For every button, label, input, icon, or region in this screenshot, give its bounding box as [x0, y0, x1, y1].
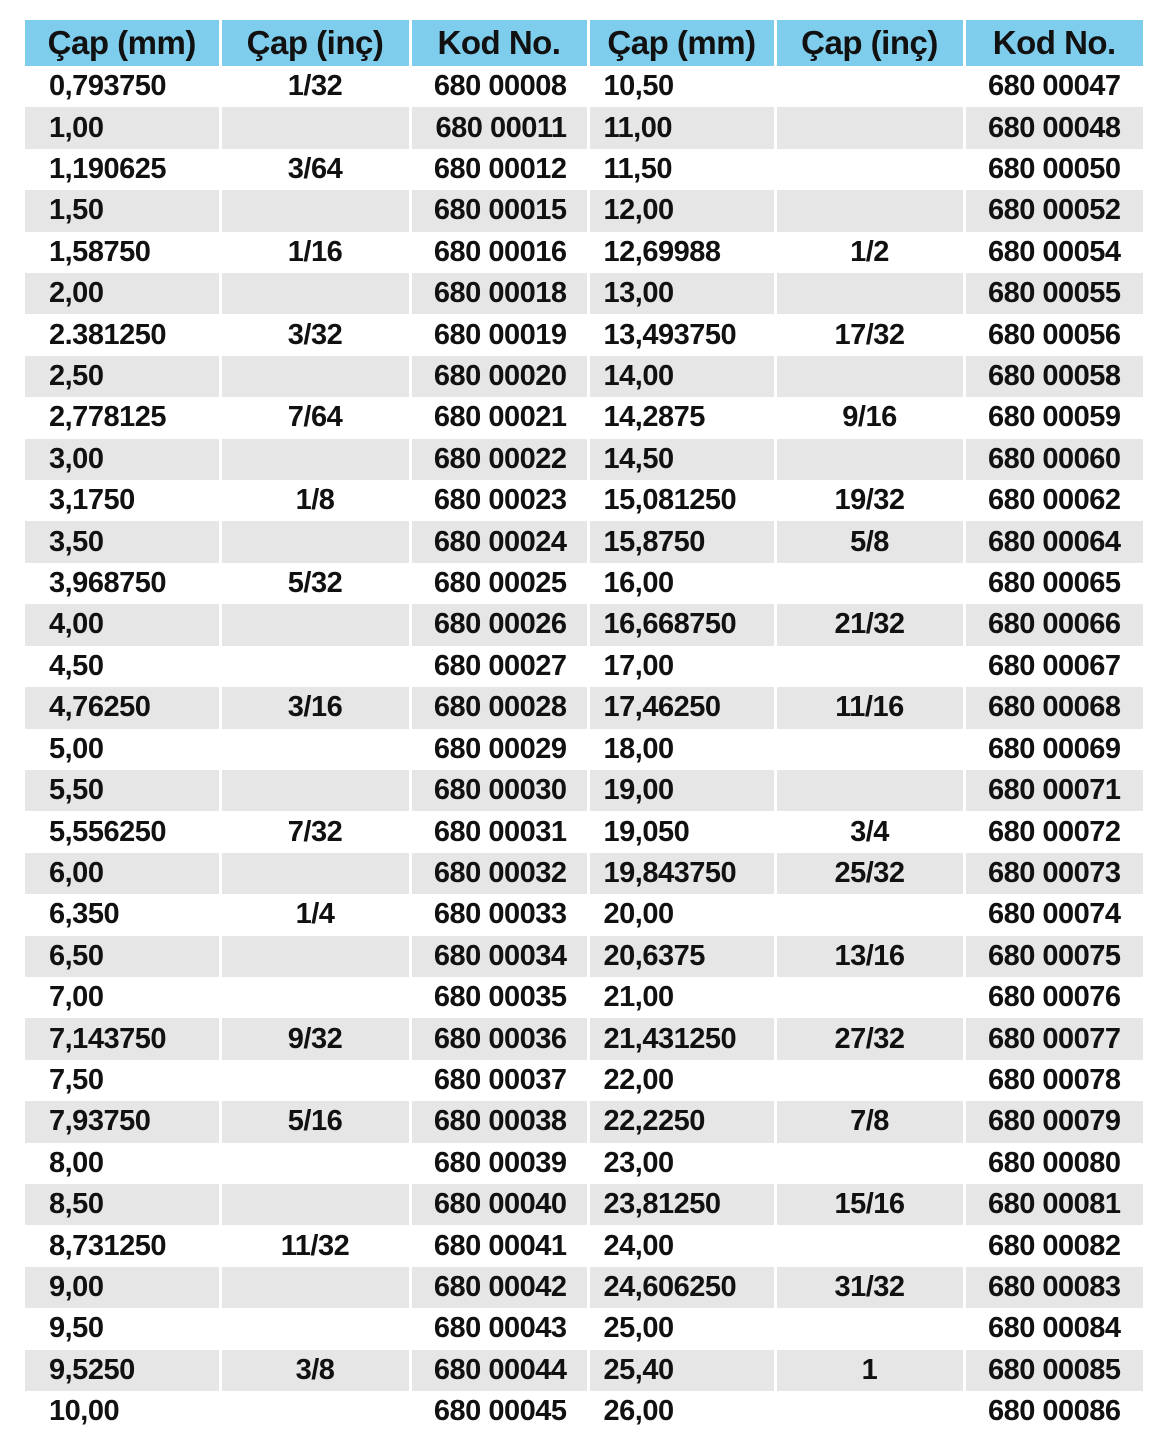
- table-row: [25, 1225, 1143, 1266]
- cell-code-no-2: 680 00048: [964, 107, 1143, 148]
- cell-diameter-inch-2: [775, 894, 964, 935]
- table-row: [25, 480, 1143, 521]
- cell-code-no-2: 680 00076: [964, 977, 1143, 1018]
- cell-diameter-inch: 1/16: [220, 232, 410, 273]
- cell-code-no: 680 00028: [410, 687, 588, 728]
- cell-code-no: 680 00021: [410, 397, 588, 438]
- cell-diameter-inch-2: [775, 66, 964, 107]
- cell-diameter-inch: [220, 646, 410, 687]
- cell-diameter-mm: 9,5250: [25, 1350, 220, 1391]
- cell-code-no: 680 00018: [410, 273, 588, 314]
- cell-diameter-inch: 3/32: [220, 314, 410, 355]
- cell-diameter-mm: 10,00: [25, 1391, 220, 1432]
- cell-code-no: 680 00027: [410, 646, 588, 687]
- cell-diameter-mm-2: 15,8750: [588, 521, 775, 562]
- cell-code-no: 680 00034: [410, 936, 588, 977]
- cell-diameter-mm: 1,190625: [25, 149, 220, 190]
- cell-diameter-mm: 9,50: [25, 1308, 220, 1349]
- cell-diameter-mm: 5,50: [25, 770, 220, 811]
- cell-code-no: 680 00016: [410, 232, 588, 273]
- cell-diameter-mm: 7,143750: [25, 1018, 220, 1059]
- cell-code-no: 680 00031: [410, 811, 588, 852]
- cell-diameter-inch: [220, 439, 410, 480]
- cell-code-no-2: 680 00054: [964, 232, 1143, 273]
- table-row: [25, 1060, 1143, 1101]
- cell-diameter-inch: 1/32: [220, 66, 410, 107]
- cell-diameter-mm: 3,50: [25, 521, 220, 562]
- cell-diameter-mm: 1,00: [25, 107, 220, 148]
- table-row: [25, 936, 1143, 977]
- cell-code-no-2: 680 00086: [964, 1391, 1143, 1432]
- cell-diameter-mm-2: 12,69988: [588, 232, 775, 273]
- cell-code-no-2: 680 00080: [964, 1143, 1143, 1184]
- cell-diameter-inch: [220, 604, 410, 645]
- cell-diameter-inch-2: [775, 1060, 964, 1101]
- cell-diameter-inch: [220, 1060, 410, 1101]
- cell-code-no-2: 680 00068: [964, 687, 1143, 728]
- cell-diameter-inch-2: 1: [775, 1350, 964, 1391]
- cell-code-no-2: 680 00050: [964, 149, 1143, 190]
- table-row: [25, 314, 1143, 355]
- header-diameter-inch: Çap (inç): [220, 20, 410, 66]
- cell-code-no-2: 680 00077: [964, 1018, 1143, 1059]
- cell-diameter-mm-2: 19,00: [588, 770, 775, 811]
- cell-diameter-inch-2: [775, 977, 964, 1018]
- cell-code-no: 680 00015: [410, 190, 588, 231]
- cell-diameter-mm-2: 14,50: [588, 439, 775, 480]
- cell-diameter-mm-2: 17,00: [588, 646, 775, 687]
- cell-diameter-mm: 2,50: [25, 356, 220, 397]
- cell-diameter-inch: [220, 1184, 410, 1225]
- cell-diameter-inch-2: [775, 646, 964, 687]
- table-row: [25, 273, 1143, 314]
- cell-diameter-inch: [220, 853, 410, 894]
- cell-code-no: 680 00020: [410, 356, 588, 397]
- table-row: [25, 232, 1143, 273]
- cell-code-no-2: 680 00067: [964, 646, 1143, 687]
- cell-diameter-mm-2: 14,00: [588, 356, 775, 397]
- cell-diameter-mm: 2,778125: [25, 397, 220, 438]
- cell-diameter-inch-2: 9/16: [775, 397, 964, 438]
- cell-diameter-inch: [220, 1308, 410, 1349]
- cell-diameter-mm-2: 12,00: [588, 190, 775, 231]
- cell-code-no: 680 00022: [410, 439, 588, 480]
- cell-code-no-2: 680 00081: [964, 1184, 1143, 1225]
- cell-diameter-mm-2: 15,081250: [588, 480, 775, 521]
- cell-code-no-2: 680 00060: [964, 439, 1143, 480]
- cell-diameter-mm-2: 17,46250: [588, 687, 775, 728]
- cell-code-no: 680 00038: [410, 1101, 588, 1142]
- cell-diameter-mm: 6,00: [25, 853, 220, 894]
- cell-diameter-mm: 0,793750: [25, 66, 220, 107]
- cell-diameter-mm: 3,00: [25, 439, 220, 480]
- cell-diameter-inch-2: [775, 356, 964, 397]
- cell-diameter-inch: 3/8: [220, 1350, 410, 1391]
- cell-diameter-inch-2: [775, 149, 964, 190]
- cell-code-no: 680 00029: [410, 729, 588, 770]
- table-row: [25, 811, 1143, 852]
- cell-code-no-2: 680 00082: [964, 1225, 1143, 1266]
- cell-diameter-mm-2: 23,81250: [588, 1184, 775, 1225]
- cell-diameter-mm: 8,731250: [25, 1225, 220, 1266]
- table-row: [25, 521, 1143, 562]
- header-code-no-2: Kod No.: [964, 20, 1143, 66]
- table-row: [25, 190, 1143, 231]
- table-row: [25, 729, 1143, 770]
- table-row: [25, 1350, 1143, 1391]
- cell-diameter-inch: [220, 1391, 410, 1432]
- cell-code-no: 680 00024: [410, 521, 588, 562]
- cell-diameter-inch-2: 15/16: [775, 1184, 964, 1225]
- cell-diameter-inch-2: 17/32: [775, 314, 964, 355]
- cell-diameter-inch: 3/64: [220, 149, 410, 190]
- cell-diameter-mm-2: 23,00: [588, 1143, 775, 1184]
- cell-code-no-2: 680 00085: [964, 1350, 1143, 1391]
- cell-diameter-inch-2: 7/8: [775, 1101, 964, 1142]
- cell-diameter-inch: [220, 107, 410, 148]
- cell-diameter-inch: [220, 729, 410, 770]
- cell-diameter-inch-2: 19/32: [775, 480, 964, 521]
- cell-code-no-2: 680 00084: [964, 1308, 1143, 1349]
- cell-code-no: 680 00008: [410, 66, 588, 107]
- cell-code-no-2: 680 00047: [964, 66, 1143, 107]
- cell-diameter-mm-2: 20,00: [588, 894, 775, 935]
- cell-diameter-inch-2: [775, 190, 964, 231]
- cell-code-no-2: 680 00065: [964, 563, 1143, 604]
- header-row: [25, 20, 1143, 66]
- table-row: [25, 977, 1143, 1018]
- cell-code-no: 680 00012: [410, 149, 588, 190]
- cell-code-no: 680 00039: [410, 1143, 588, 1184]
- cell-diameter-mm-2: 13,493750: [588, 314, 775, 355]
- table-row: [25, 687, 1143, 728]
- cell-code-no-2: 680 00062: [964, 480, 1143, 521]
- size-code-table: [25, 20, 1143, 1432]
- cell-diameter-inch: 5/32: [220, 563, 410, 604]
- cell-diameter-mm: 7,00: [25, 977, 220, 1018]
- cell-code-no: 680 00045: [410, 1391, 588, 1432]
- cell-diameter-mm-2: 19,050: [588, 811, 775, 852]
- table-row: [25, 1101, 1143, 1142]
- cell-diameter-mm-2: 16,668750: [588, 604, 775, 645]
- cell-code-no-2: 680 00072: [964, 811, 1143, 852]
- cell-code-no-2: 680 00064: [964, 521, 1143, 562]
- cell-code-no-2: 680 00056: [964, 314, 1143, 355]
- cell-diameter-mm-2: 25,40: [588, 1350, 775, 1391]
- cell-diameter-inch-2: [775, 1143, 964, 1184]
- cell-diameter-mm: 7,50: [25, 1060, 220, 1101]
- cell-diameter-inch-2: [775, 273, 964, 314]
- cell-diameter-mm: 8,50: [25, 1184, 220, 1225]
- cell-diameter-inch-2: [775, 1308, 964, 1349]
- cell-code-no: 680 00040: [410, 1184, 588, 1225]
- cell-code-no: 680 00041: [410, 1225, 588, 1266]
- cell-diameter-inch-2: 11/16: [775, 687, 964, 728]
- cell-code-no-2: 680 00071: [964, 770, 1143, 811]
- table-row: [25, 149, 1143, 190]
- cell-diameter-mm: 1,58750: [25, 232, 220, 273]
- cell-diameter-inch: 7/32: [220, 811, 410, 852]
- cell-diameter-inch-2: 13/16: [775, 936, 964, 977]
- cell-diameter-mm: 4,00: [25, 604, 220, 645]
- table-row: [25, 397, 1143, 438]
- cell-diameter-mm: 6,350: [25, 894, 220, 935]
- cell-diameter-inch-2: [775, 1391, 964, 1432]
- cell-code-no: 680 00044: [410, 1350, 588, 1391]
- table-row: [25, 66, 1143, 107]
- cell-diameter-mm-2: 18,00: [588, 729, 775, 770]
- cell-diameter-inch: 9/32: [220, 1018, 410, 1059]
- cell-code-no: 680 00042: [410, 1267, 588, 1308]
- cell-code-no-2: 680 00058: [964, 356, 1143, 397]
- cell-code-no-2: 680 00083: [964, 1267, 1143, 1308]
- cell-diameter-inch: [220, 356, 410, 397]
- cell-code-no-2: 680 00073: [964, 853, 1143, 894]
- cell-diameter-inch-2: [775, 563, 964, 604]
- cell-code-no: 680 00037: [410, 1060, 588, 1101]
- cell-code-no: 680 00026: [410, 604, 588, 645]
- cell-diameter-mm: 2.381250: [25, 314, 220, 355]
- cell-diameter-inch-2: 21/32: [775, 604, 964, 645]
- cell-diameter-inch: 11/32: [220, 1225, 410, 1266]
- header-code-no: Kod No.: [410, 20, 588, 66]
- table-row: [25, 894, 1143, 935]
- cell-diameter-inch-2: 5/8: [775, 521, 964, 562]
- table-row: [25, 770, 1143, 811]
- cell-code-no: 680 00025: [410, 563, 588, 604]
- cell-diameter-mm-2: 25,00: [588, 1308, 775, 1349]
- cell-diameter-inch: [220, 273, 410, 314]
- cell-diameter-inch: 7/64: [220, 397, 410, 438]
- cell-code-no-2: 680 00074: [964, 894, 1143, 935]
- cell-diameter-mm-2: 20,6375: [588, 936, 775, 977]
- cell-diameter-mm-2: 19,843750: [588, 853, 775, 894]
- cell-diameter-mm: 3,968750: [25, 563, 220, 604]
- cell-code-no: 680 00019: [410, 314, 588, 355]
- table-row: [25, 1391, 1143, 1432]
- cell-diameter-mm: 2,00: [25, 273, 220, 314]
- cell-code-no: 680 00030: [410, 770, 588, 811]
- cell-diameter-inch-2: [775, 107, 964, 148]
- header-diameter-mm-2: Çap (mm): [588, 20, 775, 66]
- cell-code-no-2: 680 00078: [964, 1060, 1143, 1101]
- cell-code-no: 680 00011: [410, 107, 588, 148]
- table-row: [25, 1018, 1143, 1059]
- table-row: [25, 439, 1143, 480]
- cell-code-no: 680 00036: [410, 1018, 588, 1059]
- cell-code-no-2: 680 00066: [964, 604, 1143, 645]
- cell-code-no-2: 680 00075: [964, 936, 1143, 977]
- header-diameter-inch-2: Çap (inç): [775, 20, 964, 66]
- cell-diameter-inch: [220, 977, 410, 1018]
- cell-diameter-inch-2: [775, 439, 964, 480]
- cell-diameter-mm-2: 14,2875: [588, 397, 775, 438]
- table-row: [25, 1308, 1143, 1349]
- cell-diameter-mm: 7,93750: [25, 1101, 220, 1142]
- cell-diameter-mm-2: 11,00: [588, 107, 775, 148]
- cell-code-no-2: 680 00079: [964, 1101, 1143, 1142]
- cell-diameter-inch: 3/16: [220, 687, 410, 728]
- cell-diameter-mm-2: 22,00: [588, 1060, 775, 1101]
- cell-diameter-mm: 4,76250: [25, 687, 220, 728]
- cell-diameter-mm: 8,00: [25, 1143, 220, 1184]
- table-row: [25, 604, 1143, 645]
- cell-code-no: 680 00023: [410, 480, 588, 521]
- table-row: [25, 646, 1143, 687]
- cell-diameter-mm-2: 21,431250: [588, 1018, 775, 1059]
- table-row: [25, 1184, 1143, 1225]
- table-row: [25, 356, 1143, 397]
- cell-code-no-2: 680 00052: [964, 190, 1143, 231]
- cell-diameter-inch: [220, 1267, 410, 1308]
- cell-code-no: 680 00043: [410, 1308, 588, 1349]
- table-row: [25, 1267, 1143, 1308]
- header-diameter-mm: Çap (mm): [25, 20, 220, 66]
- cell-code-no: 680 00033: [410, 894, 588, 935]
- cell-diameter-mm: 1,50: [25, 190, 220, 231]
- cell-diameter-mm-2: 21,00: [588, 977, 775, 1018]
- cell-diameter-inch-2: 1/2: [775, 232, 964, 273]
- table-row: [25, 107, 1143, 148]
- cell-diameter-mm: 5,00: [25, 729, 220, 770]
- cell-diameter-inch: [220, 770, 410, 811]
- cell-diameter-inch: [220, 936, 410, 977]
- cell-diameter-mm-2: 24,00: [588, 1225, 775, 1266]
- cell-diameter-mm: 6,50: [25, 936, 220, 977]
- cell-diameter-mm: 5,556250: [25, 811, 220, 852]
- cell-diameter-inch: 1/4: [220, 894, 410, 935]
- cell-diameter-mm: 9,00: [25, 1267, 220, 1308]
- cell-diameter-mm-2: 22,2250: [588, 1101, 775, 1142]
- table-row: [25, 853, 1143, 894]
- cell-diameter-inch: 5/16: [220, 1101, 410, 1142]
- cell-diameter-mm-2: 24,606250: [588, 1267, 775, 1308]
- table-row: [25, 1143, 1143, 1184]
- cell-diameter-inch: [220, 190, 410, 231]
- cell-code-no-2: 680 00059: [964, 397, 1143, 438]
- cell-code-no: 680 00035: [410, 977, 588, 1018]
- cell-diameter-inch-2: [775, 1225, 964, 1266]
- cell-diameter-inch-2: 25/32: [775, 853, 964, 894]
- cell-diameter-mm-2: 11,50: [588, 149, 775, 190]
- cell-diameter-inch: [220, 1143, 410, 1184]
- cell-code-no-2: 680 00069: [964, 729, 1143, 770]
- cell-code-no-2: 680 00055: [964, 273, 1143, 314]
- cell-diameter-inch: [220, 521, 410, 562]
- cell-diameter-mm-2: 26,00: [588, 1391, 775, 1432]
- cell-diameter-inch: 1/8: [220, 480, 410, 521]
- cell-diameter-mm-2: 16,00: [588, 563, 775, 604]
- cell-diameter-mm: 4,50: [25, 646, 220, 687]
- cell-diameter-inch-2: 27/32: [775, 1018, 964, 1059]
- cell-code-no: 680 00032: [410, 853, 588, 894]
- cell-diameter-inch-2: [775, 729, 964, 770]
- cell-diameter-mm-2: 13,00: [588, 273, 775, 314]
- table-row: [25, 563, 1143, 604]
- cell-diameter-inch-2: [775, 770, 964, 811]
- cell-diameter-inch-2: 3/4: [775, 811, 964, 852]
- cell-diameter-mm: 3,1750: [25, 480, 220, 521]
- cell-diameter-inch-2: 31/32: [775, 1267, 964, 1308]
- cell-diameter-mm-2: 10,50: [588, 66, 775, 107]
